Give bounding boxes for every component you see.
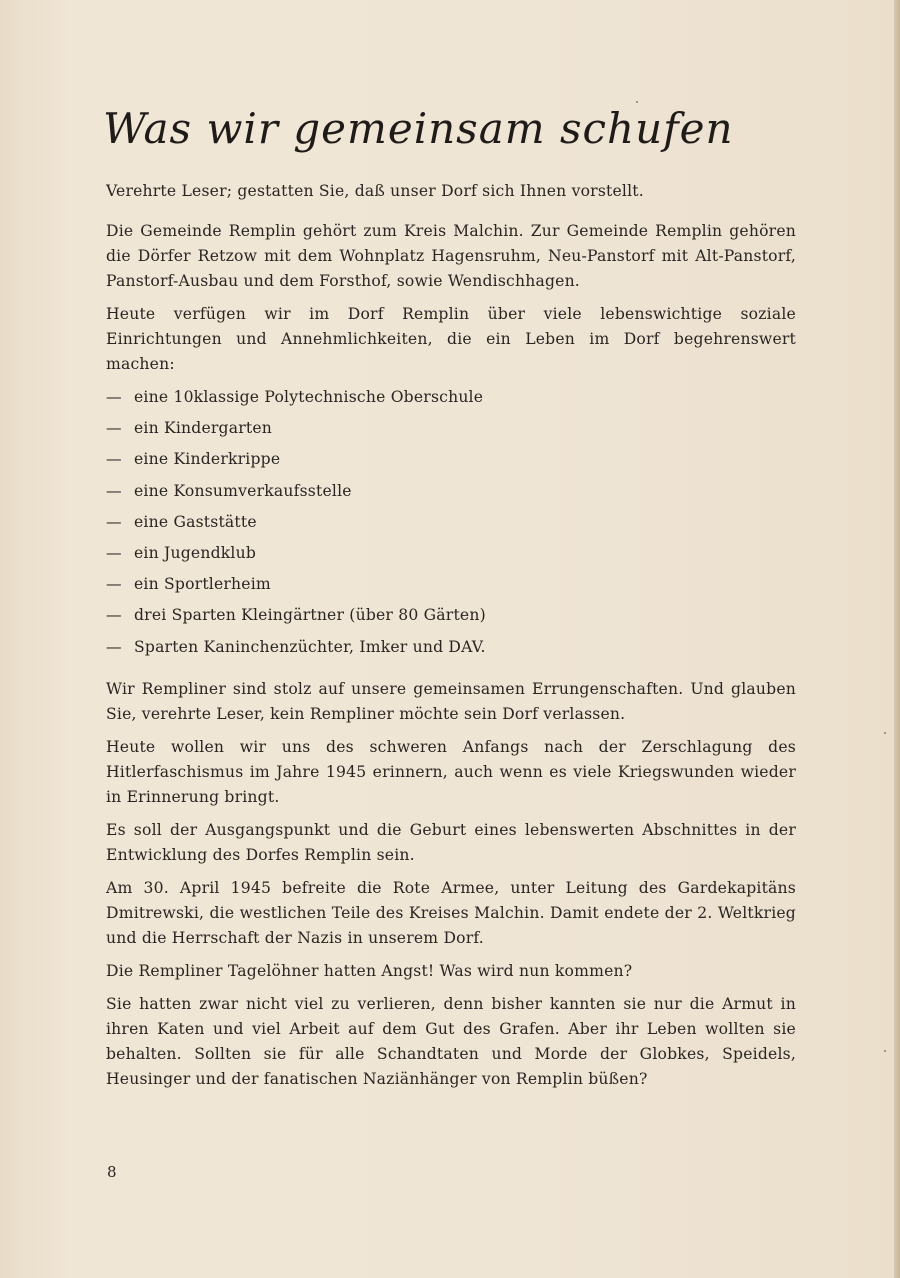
article-body <box>106 179 796 1100</box>
paper-speck <box>636 101 638 103</box>
body-paragraph: Es soll der Ausgangspunkt und die Geburt eines lebenswerten Abschnittes in der Entwicklung des Dorfes Remplin sein. <box>106 820 796 864</box>
list-item <box>106 447 796 478</box>
facilities-list <box>106 385 796 666</box>
list-dash: — <box>106 388 122 406</box>
body-paragraph: Die Rempliner Tagelöhner hatten Angst! Was wird nun kommen? <box>106 961 633 980</box>
list-dash: — <box>106 606 122 625</box>
list-item-text: drei Sparten Kleingärtner (über 80 Gärten) <box>134 606 486 625</box>
list-dash: — <box>106 637 122 656</box>
paper-speck <box>884 732 886 734</box>
list-item-text: ein Kindergarten <box>134 419 273 438</box>
paper-speck <box>884 1050 886 1052</box>
list-item-text: Sparten Kaninchenzüchter, Imker und DAV. <box>134 637 486 656</box>
list-item <box>106 479 796 510</box>
intro-paragraph: Verehrte Leser; gestatten Sie, daß unser Dorf sich Ihnen vorstellt. <box>106 182 644 200</box>
list-dash: — <box>106 481 122 500</box>
body-paragraph: Heute wollen wir uns des schweren Anfangs nach der Zerschlagung des Hitlerfaschismus im Jahre 1945 erinnern, auch wenn es viele Kriegswunden wieder in Erinnerung bringt. <box>106 737 796 806</box>
list-item <box>106 572 796 603</box>
body-paragraph: Wir Rempliner sind stolz auf unsere gemeinsamen Errungenschaften. Und glauben Sie, verehrte Leser, kein Rempliner möchte sein Dorf verlassen. <box>106 679 796 723</box>
list-item <box>106 541 796 572</box>
list-dash: — <box>106 543 122 562</box>
list-item-text: eine 10klassige Polytechnische Oberschule <box>134 388 484 406</box>
page-title: Was wir gemeinsam schufen <box>103 104 734 153</box>
list-dash: — <box>106 450 122 469</box>
list-item-text: eine Kinderkrippe <box>134 450 281 469</box>
list-item <box>106 510 796 541</box>
list-item <box>106 635 796 666</box>
list-item <box>106 603 796 634</box>
body-paragraph: Die Gemeinde Remplin gehört zum Kreis Malchin. Zur Gemeinde Remplin gehören die Dörfer Retzow mit dem Wohnplatz Hagensruhm, Neu-Panstorf mit Alt-Panstorf, Panstorf-Ausbau und dem Forsthof, sowie Wendischhagen. <box>106 222 796 290</box>
list-dash: — <box>106 419 122 438</box>
list-item-text: eine Konsumverkaufsstelle <box>134 481 352 500</box>
list-item-text: ein Sportlerheim <box>134 575 271 594</box>
list-item <box>106 385 796 416</box>
page-edge <box>894 0 900 1278</box>
body-paragraph: Heute verfügen wir im Dorf Remplin über viele lebenswichtige soziale Einrichtungen und Annehmlichkeiten, die ein Leben im Dorf begehrenswert machen: <box>106 305 796 373</box>
body-paragraph: Am 30. April 1945 befreite die Rote Armee, unter Leitung des Gardekapitäns Dmitrewski, die westlichen Teile des Kreises Malchin. Damit endete der 2. Weltkrieg und die Herrschaft der Nazis in unserem Dorf. <box>106 878 796 947</box>
page-number: 8 <box>107 1163 117 1181</box>
list-dash: — <box>106 512 122 531</box>
list-item-text: ein Jugendklub <box>134 543 257 562</box>
list-dash: — <box>106 575 122 594</box>
list-item-text: eine Gaststätte <box>134 512 257 531</box>
list-item <box>106 416 796 447</box>
body-paragraph: Sie hatten zwar nicht viel zu verlieren, denn bisher kannten sie nur die Armut in ihren Katen und viel Arbeit auf dem Gut des Grafen. Aber ihr Leben wollten sie behalten. Sollten sie für alle Schandtaten und Morde der Globkes, Speidels, Heusinger und der fanatischen Naziänhänger von Remplin büßen? <box>106 994 796 1088</box>
